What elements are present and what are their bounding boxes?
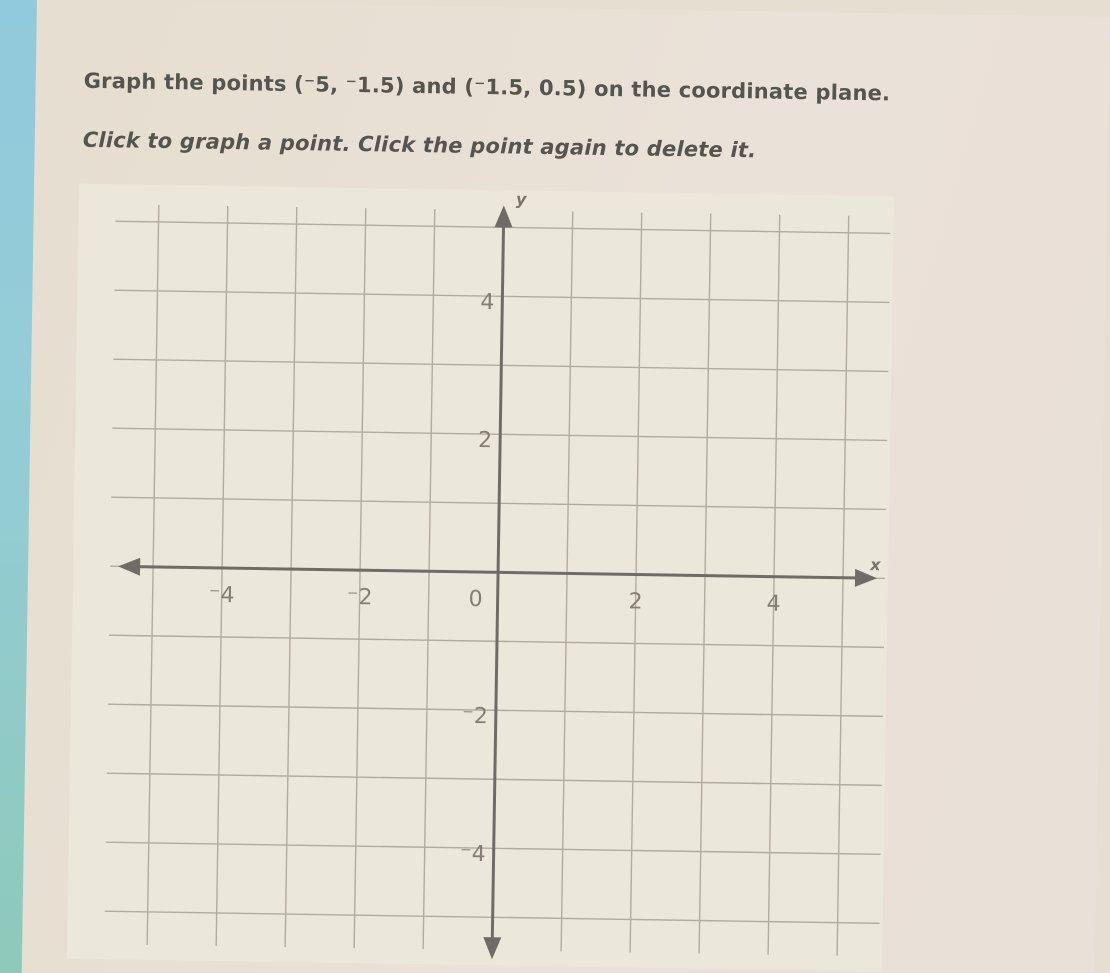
x-tick-label: 2 [628, 589, 643, 615]
question-panel [22, 0, 1110, 973]
x-tick-label: ⁻2 [346, 584, 373, 611]
x-tick-label: ⁻4 [208, 582, 235, 609]
y-tick-label: 4 [480, 290, 495, 316]
x-axis-label: x [870, 555, 881, 575]
y-axis-label: y [515, 189, 527, 209]
y-tick-label: ⁻4 [459, 841, 486, 868]
y-tick-label: 2 [477, 427, 493, 454]
x-tick-label: 4 [766, 591, 781, 617]
coordinate-plane[interactable] [22, 0, 1110, 973]
y-tick-label: ⁻2 [461, 703, 488, 730]
instruction-hint-text: Click to graph a point. Click the point again to delete it. [82, 127, 757, 163]
x-tick-label: 0 [468, 586, 483, 613]
instruction-text: Graph the points (⁻5, ⁻1.5) and (⁻1.5, 0.5) on the coordinate plane. [83, 68, 891, 106]
